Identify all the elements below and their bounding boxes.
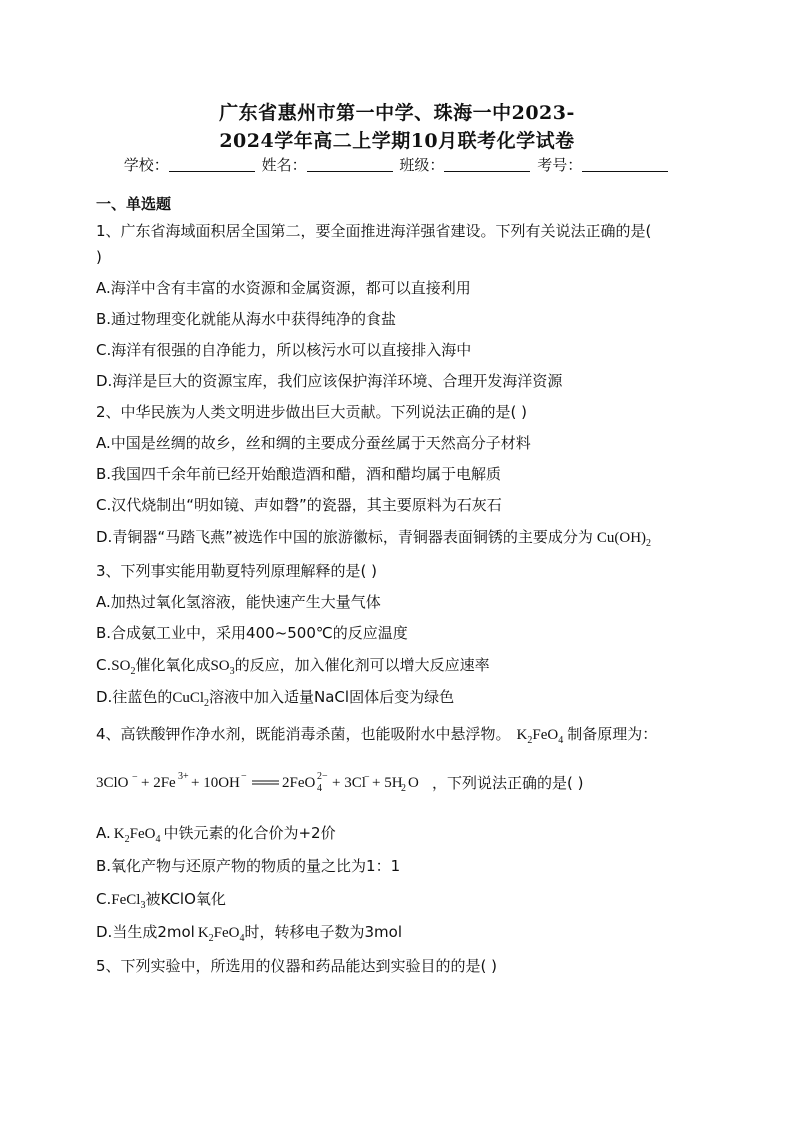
exam-title-line-2: 2024学年高二上学期10月联考化学试卷	[219, 130, 575, 152]
question-1-option-a: A.海洋中含有丰富的水资源和金属资源，都可以直接利用	[96, 279, 471, 297]
question-3-option-c	[96, 654, 490, 675]
question-2-option-a: A.中国是丝绸的故乡，丝和绸的主要成分蚕丝属于天然高分子材料	[96, 434, 531, 452]
name-blank[interactable]	[307, 157, 393, 172]
school-label: 学校：	[123, 156, 169, 174]
formula-subscript: 2	[208, 933, 214, 944]
question-3-option-a: A.加热过氧化氢溶液，能快速产生大量气体	[96, 593, 381, 611]
svg-text:2−: 2−	[317, 771, 328, 782]
so3-formula: SO	[210, 658, 230, 674]
option-text: 被KClO氧化	[145, 890, 226, 908]
cucl2-formula: CuCl	[172, 690, 205, 706]
option-text: 中铁元素的化合价为+2价	[163, 824, 336, 842]
option-letter: C.	[96, 656, 112, 674]
class-blank[interactable]	[444, 157, 530, 172]
k2feo4-formula: FeO	[213, 925, 240, 941]
number-label: 考号：	[537, 156, 583, 174]
question-2-option-c: C.汉代烧制出“明如镜、声如磬”的瓷器，其主要原料为石灰石	[96, 496, 502, 514]
question-3-option-b: B.合成氨工业中，采用400~500℃的反应温度	[96, 624, 408, 642]
option-text: 时，转移电子数为3mol	[244, 923, 403, 941]
question-4-stem	[96, 723, 657, 744]
svg-text:3+: 3+	[178, 771, 189, 782]
formula-subscript: 4	[558, 735, 564, 746]
question-2-option-d	[96, 526, 651, 547]
k2feo4-formula: FeO	[532, 727, 559, 743]
svg-text:−: −	[364, 772, 370, 783]
formula-subscript: 2	[646, 538, 652, 549]
option-text: D.往蓝色的	[96, 688, 173, 706]
question-1-option-b: B.通过物理变化就能从海水中获得纯净的食盐	[96, 310, 397, 328]
question-1-option-d: D.海洋是巨大的资源宝库，我们应该保护海洋环境、合理开发海洋资源	[96, 372, 563, 390]
svg-text:+ 5H: + 5H	[372, 775, 403, 791]
question-2-stem: 2、中华民族为人类文明进步做出巨大贡献。下列说法正确的是( )	[96, 403, 528, 421]
question-2-option-d-text: D.青铜器“马踏飞燕”被选作中国的旅游徽标，青铜器表面铜锈的主要成分为	[96, 528, 593, 546]
svg-text:4: 4	[317, 783, 322, 794]
svg-text:O: O	[408, 775, 419, 791]
school-blank[interactable]	[169, 157, 255, 172]
stem-text: 4、高铁酸钾作净水剂，既能消毒杀菌，也能吸附水中悬浮物。	[96, 725, 511, 743]
question-3-option-d	[96, 686, 454, 707]
option-text: 的反应，加入催化剂可以增大反应速率	[234, 656, 490, 674]
k2feo4-formula: K	[516, 727, 528, 743]
formula-subscript: 2	[204, 698, 210, 709]
class-label: 班级：	[399, 156, 445, 174]
question-3-stem: 3、下列事实能用勒夏特列原理解释的是( )	[96, 562, 378, 580]
exam-title-line-1: 广东省惠州市第一中学、珠海一中2023-	[219, 102, 575, 124]
option-letter: A.	[96, 824, 111, 842]
question-2-option-b: B.我国四千余年前已经开始酿造酒和醋，酒和醋均属于电解质	[96, 465, 502, 483]
question-4-option-d	[96, 921, 402, 942]
question-1-stem: 1、广东省海域面积居全国第二，要全面推进海洋强省建设。下列有关说法正确的是(	[96, 222, 652, 240]
section-title: 一、单选题	[96, 195, 172, 213]
question-4-option-b: B.氧化产物与还原产物的物质的量之比为1：1	[96, 857, 401, 875]
question-4-equation	[96, 770, 583, 794]
name-label: 姓名：	[261, 156, 307, 174]
question-4-option-a	[96, 822, 336, 843]
equation-tail-text: ，下列说法正确的是( )	[432, 774, 584, 792]
so2-formula: SO	[111, 658, 131, 674]
formula-subscript: 4	[239, 933, 245, 944]
reaction-equation	[96, 770, 432, 794]
svg-text:2FeO: 2FeO	[282, 775, 316, 791]
k2feo4-formula: K	[113, 826, 125, 842]
stem-text: 制备原理为：	[567, 725, 658, 743]
formula-subscript: 2	[124, 834, 130, 845]
svg-text:+ 10OH: + 10OH	[191, 775, 240, 791]
option-text: D.当生成2mol	[96, 923, 195, 941]
svg-text:−: −	[241, 771, 247, 782]
question-1-option-c: C.海洋有很强的自净能力，所以核污水可以直接排入海中	[96, 341, 472, 359]
formula-subscript: 3	[140, 900, 146, 911]
svg-text:2: 2	[401, 783, 406, 794]
formula-subscript: 4	[155, 834, 161, 845]
svg-text:−: −	[132, 772, 138, 783]
copper-hydroxide-formula: Cu(OH)	[596, 530, 647, 546]
student-info-row	[0, 154, 794, 175]
question-5-stem: 5、下列实验中，所选用的仪器和药品能达到实验目的的是( )	[96, 957, 498, 975]
option-text: 催化氧化成	[135, 656, 211, 674]
fecl3-formula: FeCl	[111, 892, 141, 908]
question-4-option-c	[96, 888, 226, 909]
formula-subscript: 2	[527, 735, 533, 746]
formula-subscript: 2	[130, 666, 136, 677]
option-text: 溶液中加入适量NaCl固体后变为绿色	[209, 688, 455, 706]
k2feo4-formula: FeO	[129, 826, 156, 842]
svg-text:3ClO: 3ClO	[96, 775, 129, 791]
option-letter: C.	[96, 890, 112, 908]
formula-subscript: 3	[229, 666, 235, 677]
number-blank[interactable]	[582, 157, 668, 172]
svg-text:+ 3Cl: + 3Cl	[332, 775, 366, 791]
question-1-stem-cont: )	[96, 248, 102, 266]
svg-text:+ 2Fe: + 2Fe	[141, 775, 176, 791]
k2feo4-formula: K	[197, 925, 209, 941]
